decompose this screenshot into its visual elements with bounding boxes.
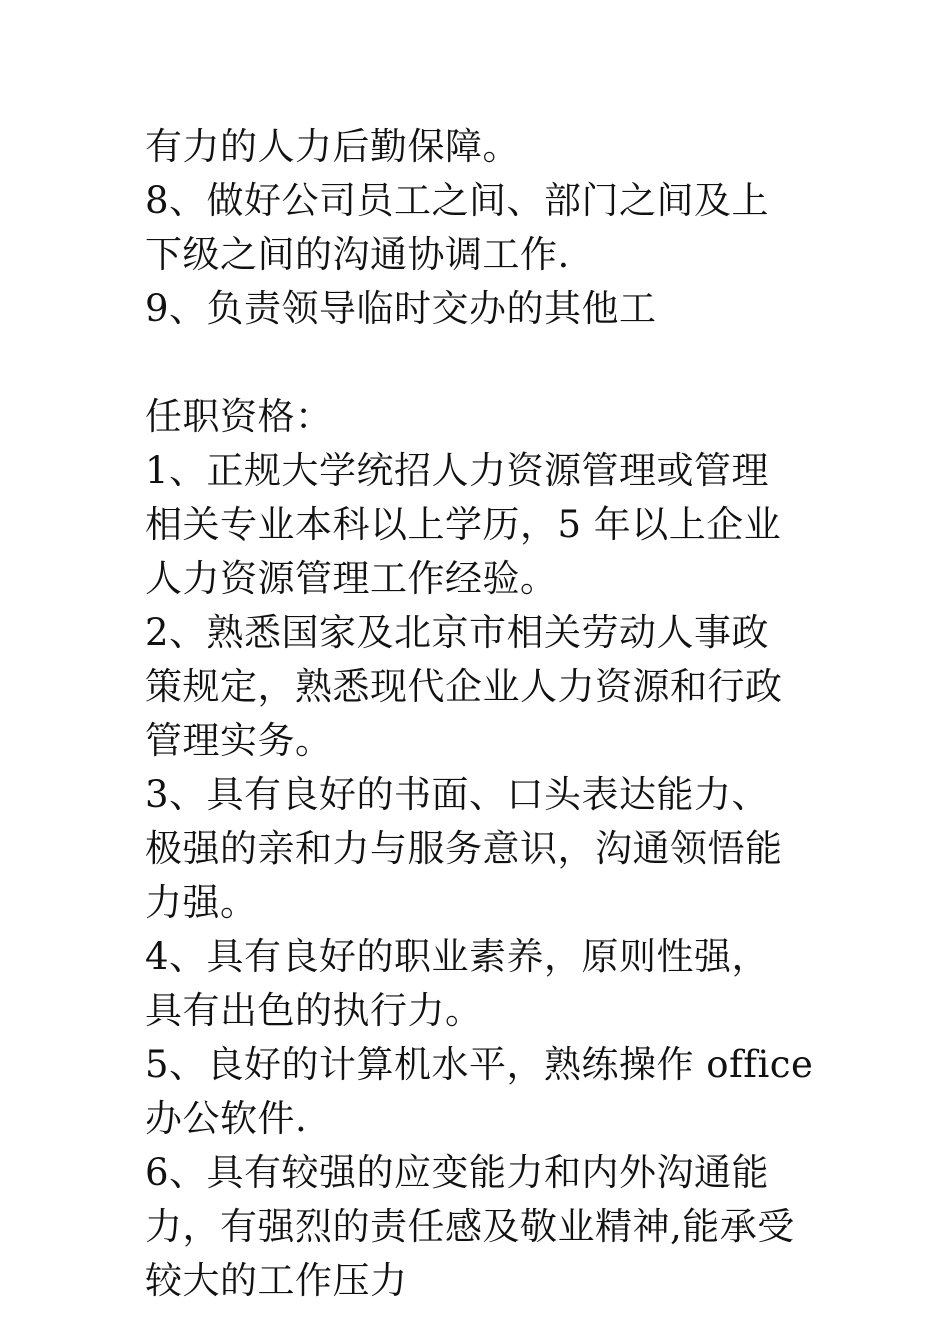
blank-line (145, 336, 810, 390)
text-line: 人力资源管理工作经验。 (145, 557, 558, 600)
document-body (145, 120, 814, 1308)
text-line: 相关专业本科以上学历，5 年以上企业 (145, 503, 782, 546)
text-line: 4、具有良好的职业素养，原则性强， (145, 935, 770, 978)
text-line: 有力的人力后勤保障。 (145, 125, 520, 168)
text-line: 具有出色的执行力。 (145, 989, 483, 1032)
text-line: 6、具有较强的应变能力和内外沟通能 (145, 1151, 770, 1194)
text-line: 办公软件. (145, 1097, 308, 1140)
text-line: 极强的亲和力与服务意识，沟通领悟能 (145, 827, 783, 870)
text-line: 3、具有良好的书面、口头表达能力、 (145, 773, 770, 816)
text-line: 策规定，熟悉现代企业人力资源和行政 (145, 665, 783, 708)
text-line: 8、做好公司员工之间、部门之间及上 (145, 179, 770, 222)
text-line: 管理实务。 (145, 719, 333, 762)
text-line: 力，有强烈的责任感及敬业精神,能承受 (145, 1205, 795, 1248)
text-line: 较大的工作压力 (145, 1259, 408, 1302)
text-line: 力强。 (145, 881, 258, 924)
text-line: 下级之间的沟通协调工作. (145, 233, 570, 276)
text-line: 2、熟悉国家及北京市相关劳动人事政 (145, 611, 770, 654)
section-heading: 任职资格： (145, 395, 333, 438)
text-line: 5、良好的计算机水平，熟练操作 office (145, 1043, 814, 1086)
text-line: 9、负责领导临时交办的其他工 (145, 287, 657, 330)
text-line: 1、正规大学统招人力资源管理或管理 (145, 449, 770, 492)
